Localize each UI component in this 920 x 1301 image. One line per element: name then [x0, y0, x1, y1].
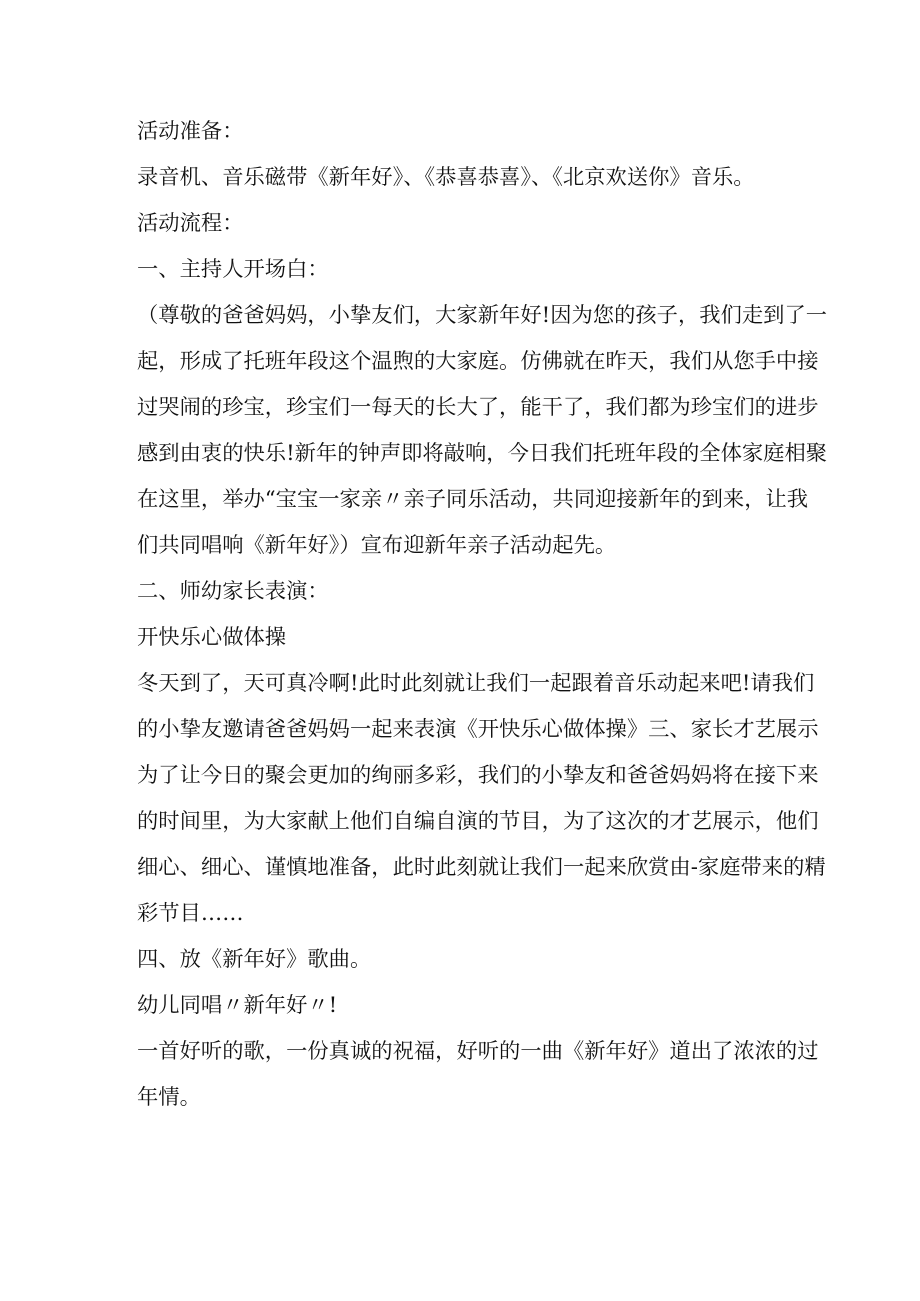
- document-body: [137, 112, 828, 1124]
- paragraph-line: 过哭闹的珍宝，珍宝们一每天的长大了，能干了，我们都为珍宝们的进步: [137, 395, 819, 420]
- paragraph-line: 起，形成了托班年段这个温煦的大家庭。仿佛就在昨天，我们从您手中接: [137, 349, 819, 374]
- text-line: 幼儿同唱〃新年好〃!: [137, 993, 338, 1018]
- paragraph-line: 为了让今日的聚会更加的绚丽多彩，我们的小挚友和爸爸妈妈将在接下来: [137, 763, 819, 788]
- text-line: 录音机、音乐磁带《新年好》、《恭喜恭喜》、《北京欢送你》音乐。: [137, 165, 755, 190]
- paragraph-line: 的小挚友邀请爸爸妈妈一起来表演《开快乐心做体操》三、家长才艺展示: [137, 717, 819, 742]
- paragraph-line: 一首好听的歌，一份真诚的祝福，好听的一曲《新年好》道出了浓浓的过: [137, 1039, 819, 1064]
- paragraph-line: 年情。: [137, 1085, 201, 1110]
- section-heading-song: 四、放《新年好》歌曲。: [137, 947, 372, 972]
- paragraph-line: 感到由衷的快乐!新年的钟声即将敲响，今日我们托班年段的全体家庭相聚: [137, 441, 828, 466]
- paragraph-line: 冬天到了，天可真冷啊!此时此刻就让我们一起跟着音乐动起来吧!请我们: [137, 671, 815, 696]
- section-heading-opening: 一、主持人开场白：: [137, 257, 329, 282]
- section-heading-performance: 二、师幼家长表演：: [137, 579, 329, 604]
- paragraph-line: 在这里，举办“宝宝一家亲〃亲子同乐活动，共同迎接新年的到来，让我: [137, 487, 809, 512]
- section-heading-process: 活动流程：: [137, 211, 244, 236]
- paragraph-line: 们共同唱响《新年好》）宣布迎新年亲子活动起先。: [137, 533, 617, 558]
- paragraph-line: 彩节目……: [137, 901, 244, 926]
- paragraph-line: （尊敬的爸爸妈妈，小挚友们，大家新年好!因为您的孩子，我们走到了一: [137, 303, 828, 328]
- subheading-exercise: 开快乐心做体操: [137, 625, 287, 650]
- paragraph-line: 的时间里，为大家献上他们自编自演的节目，为了这次的才艺展示，他们: [137, 809, 819, 834]
- section-heading-preparation: 活动准备：: [137, 119, 244, 144]
- paragraph-line: 细心、细心、谨慎地准备，此时此刻就让我们一起来欣赏由-家庭带来的精: [137, 855, 826, 880]
